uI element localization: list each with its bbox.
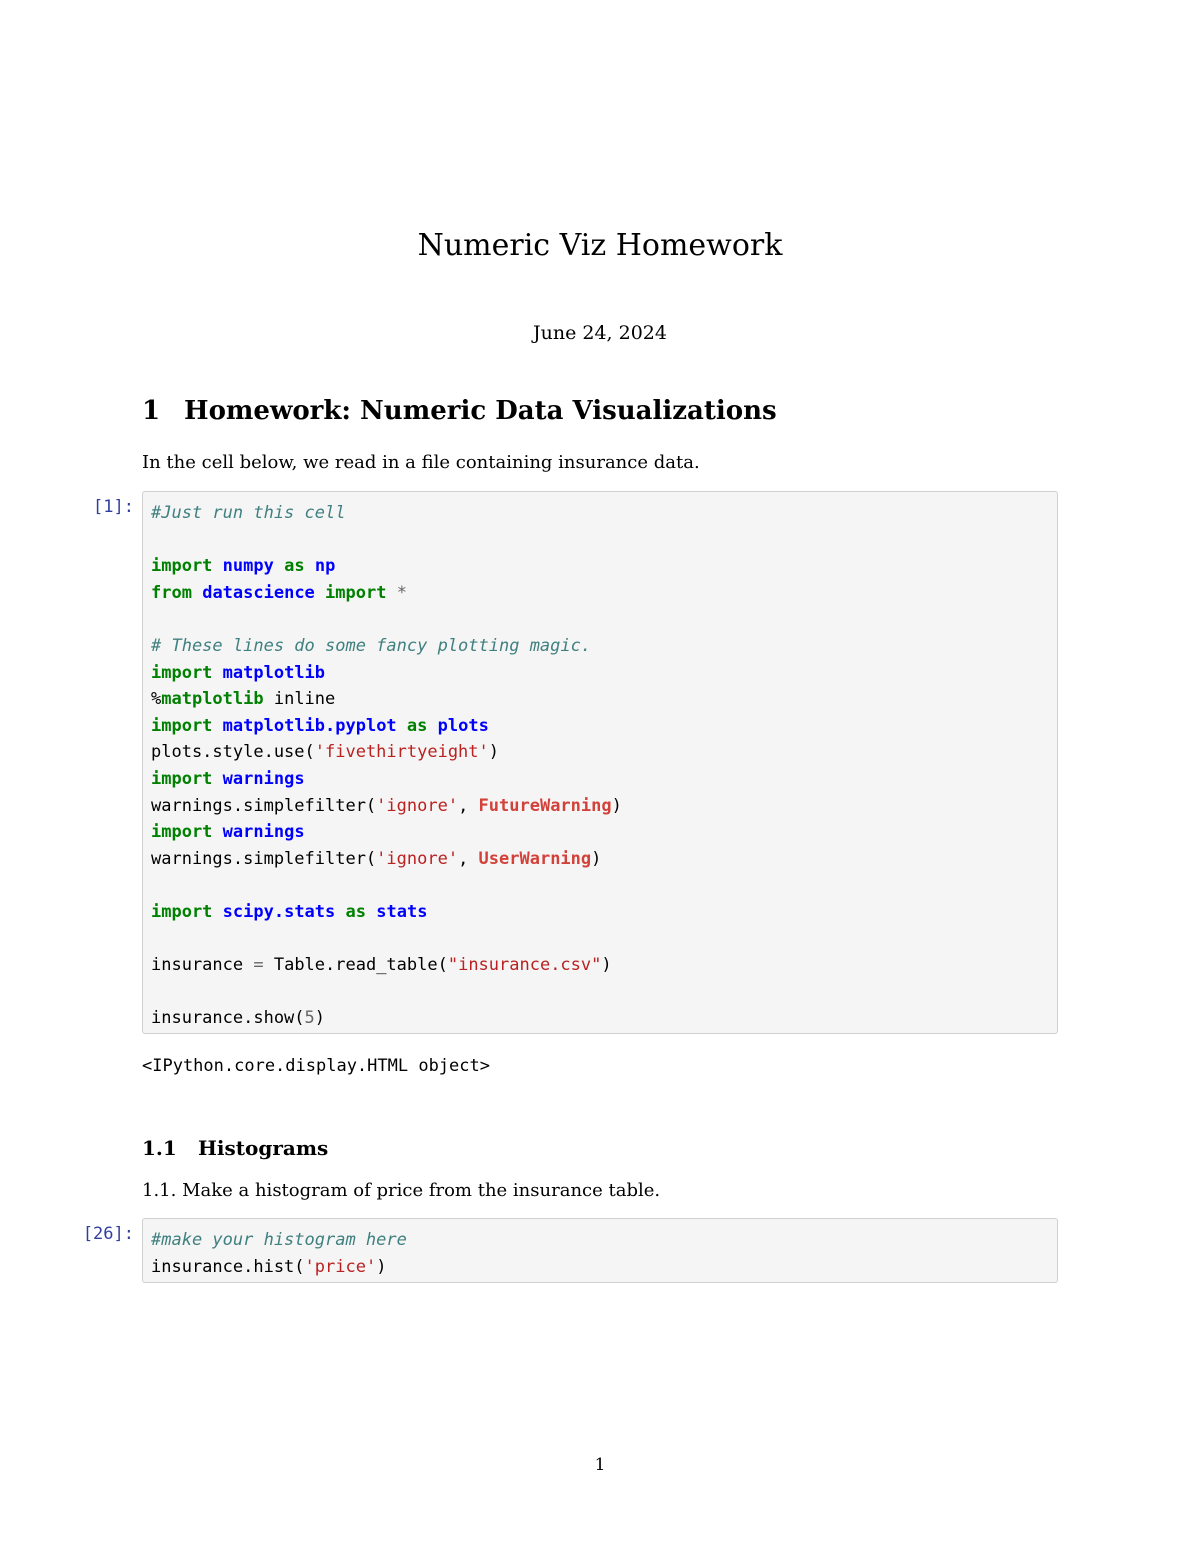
code-token: warnings: [222, 768, 305, 789]
code-token: import: [151, 822, 213, 843]
code-token: [366, 902, 376, 922]
code-token: [427, 716, 437, 736]
code-token: plots.style.use(: [151, 742, 315, 763]
cell-prompt-2: [26]:: [82, 1224, 134, 1244]
code-line: [151, 899, 1049, 926]
code-line: [151, 846, 1049, 873]
code-token: # These lines do some fancy plotting magic.: [151, 635, 592, 656]
instruction-paragraph: 1.1. Make a histogram of price from the insurance table.: [142, 1180, 661, 1201]
intro-paragraph: In the cell below, we read in a file containing insurance data.: [142, 452, 700, 473]
code-token: 'fivethirtyeight': [314, 742, 489, 763]
code-line: [151, 926, 1049, 953]
code-token: [212, 902, 222, 922]
code-line: [151, 660, 1049, 687]
code-line: [151, 766, 1049, 793]
section-title: Homework: Numeric Data Visualizations: [184, 396, 777, 426]
code-token: 'ignore': [376, 848, 459, 869]
section-number: 1: [142, 396, 161, 426]
code-token: np: [314, 556, 336, 577]
code-token: [305, 556, 315, 576]
code-token: as: [406, 715, 428, 736]
code-line: [151, 739, 1049, 766]
code-token: [192, 583, 202, 603]
code-token: [212, 663, 222, 683]
code-token: [212, 769, 222, 789]
code-token: warnings: [222, 822, 305, 843]
code-line: [151, 1254, 1049, 1281]
code-token: import: [325, 582, 387, 603]
subsection-number: 1.1: [142, 1136, 177, 1160]
code-token: [212, 822, 222, 842]
code-line: [151, 580, 1049, 607]
document-date: June 24, 2024: [533, 322, 667, 344]
code-token: matplotlib.pyplot: [222, 715, 397, 736]
code-token: warnings.simplefilter(: [151, 795, 377, 816]
code-token: ): [314, 1008, 326, 1029]
subsection-title: Histograms: [198, 1136, 329, 1160]
code-line: [151, 1227, 1049, 1254]
code-token: [212, 716, 222, 736]
code-token: scipy.stats: [222, 901, 336, 922]
code-line: [151, 819, 1049, 846]
code-token: numpy: [222, 556, 274, 577]
code-line: [151, 633, 1049, 660]
code-token: ): [376, 1256, 387, 1277]
code-token: [335, 902, 345, 922]
code-token: ): [611, 795, 622, 816]
code-token: UserWarning: [478, 848, 592, 869]
code-cell-2[interactable]: [142, 1218, 1058, 1283]
code-line: [151, 979, 1049, 1006]
code-token: 5: [304, 1008, 315, 1029]
page-number: 1: [594, 1455, 606, 1475]
code-token: #make your histogram here: [151, 1230, 407, 1250]
code-line: [151, 793, 1049, 820]
code-token: import: [151, 901, 213, 922]
code-token: ): [601, 955, 612, 976]
code-token: stats: [376, 901, 428, 922]
code-token: matplotlib: [222, 662, 326, 683]
code-token: as: [284, 556, 305, 577]
code-token: 'price': [304, 1256, 377, 1277]
code-line: [151, 952, 1049, 979]
code-line: [151, 527, 1049, 554]
code-token: import: [151, 556, 213, 577]
code-token: ,: [458, 848, 479, 869]
code-line: [151, 686, 1049, 713]
code-line: [151, 1005, 1049, 1032]
section-heading-1: [142, 396, 777, 426]
code-token: 'ignore': [376, 795, 459, 816]
code-cell-1[interactable]: [142, 491, 1058, 1034]
section-heading-1-1: [142, 1136, 328, 1160]
code-token: =: [253, 955, 264, 976]
code-token: insurance.show(: [151, 1008, 305, 1029]
code-line: [151, 713, 1049, 740]
code-token: [212, 556, 222, 576]
code-line: [151, 500, 1049, 527]
code-token: %: [151, 689, 162, 710]
code-token: import: [151, 768, 213, 789]
code-line: [151, 606, 1049, 633]
code-line: [151, 553, 1049, 580]
code-token: from: [151, 582, 192, 603]
code-line: [151, 872, 1049, 899]
code-token: *: [396, 582, 407, 603]
cell-prompt-1: [1]:: [93, 497, 134, 517]
code-token: plots: [437, 715, 489, 736]
code-token: Table.read_table(: [263, 955, 448, 976]
cell-output-1: <IPython.core.display.HTML object>: [142, 1056, 490, 1076]
code-token: insurance: [151, 955, 254, 976]
code-token: import: [151, 715, 213, 736]
code-token: ): [488, 742, 500, 763]
code-token: insurance.hist(: [151, 1256, 305, 1277]
code-token: #Just run this cell: [151, 503, 346, 523]
code-token: import: [151, 662, 213, 683]
code-token: inline: [263, 689, 336, 710]
code-token: ,: [458, 795, 479, 816]
code-token: [315, 583, 325, 603]
code-token: ): [591, 848, 602, 869]
code-token: as: [345, 901, 366, 922]
code-token: "insurance.csv": [447, 955, 602, 976]
code-token: warnings.simplefilter(: [151, 848, 377, 869]
code-token: datascience: [202, 582, 315, 603]
code-token: [386, 583, 396, 603]
code-token: [274, 556, 284, 576]
code-token: [397, 716, 407, 736]
document-title: Numeric Viz Homework: [417, 228, 783, 263]
code-token: matplotlib: [161, 689, 264, 710]
code-token: FutureWarning: [478, 795, 612, 816]
